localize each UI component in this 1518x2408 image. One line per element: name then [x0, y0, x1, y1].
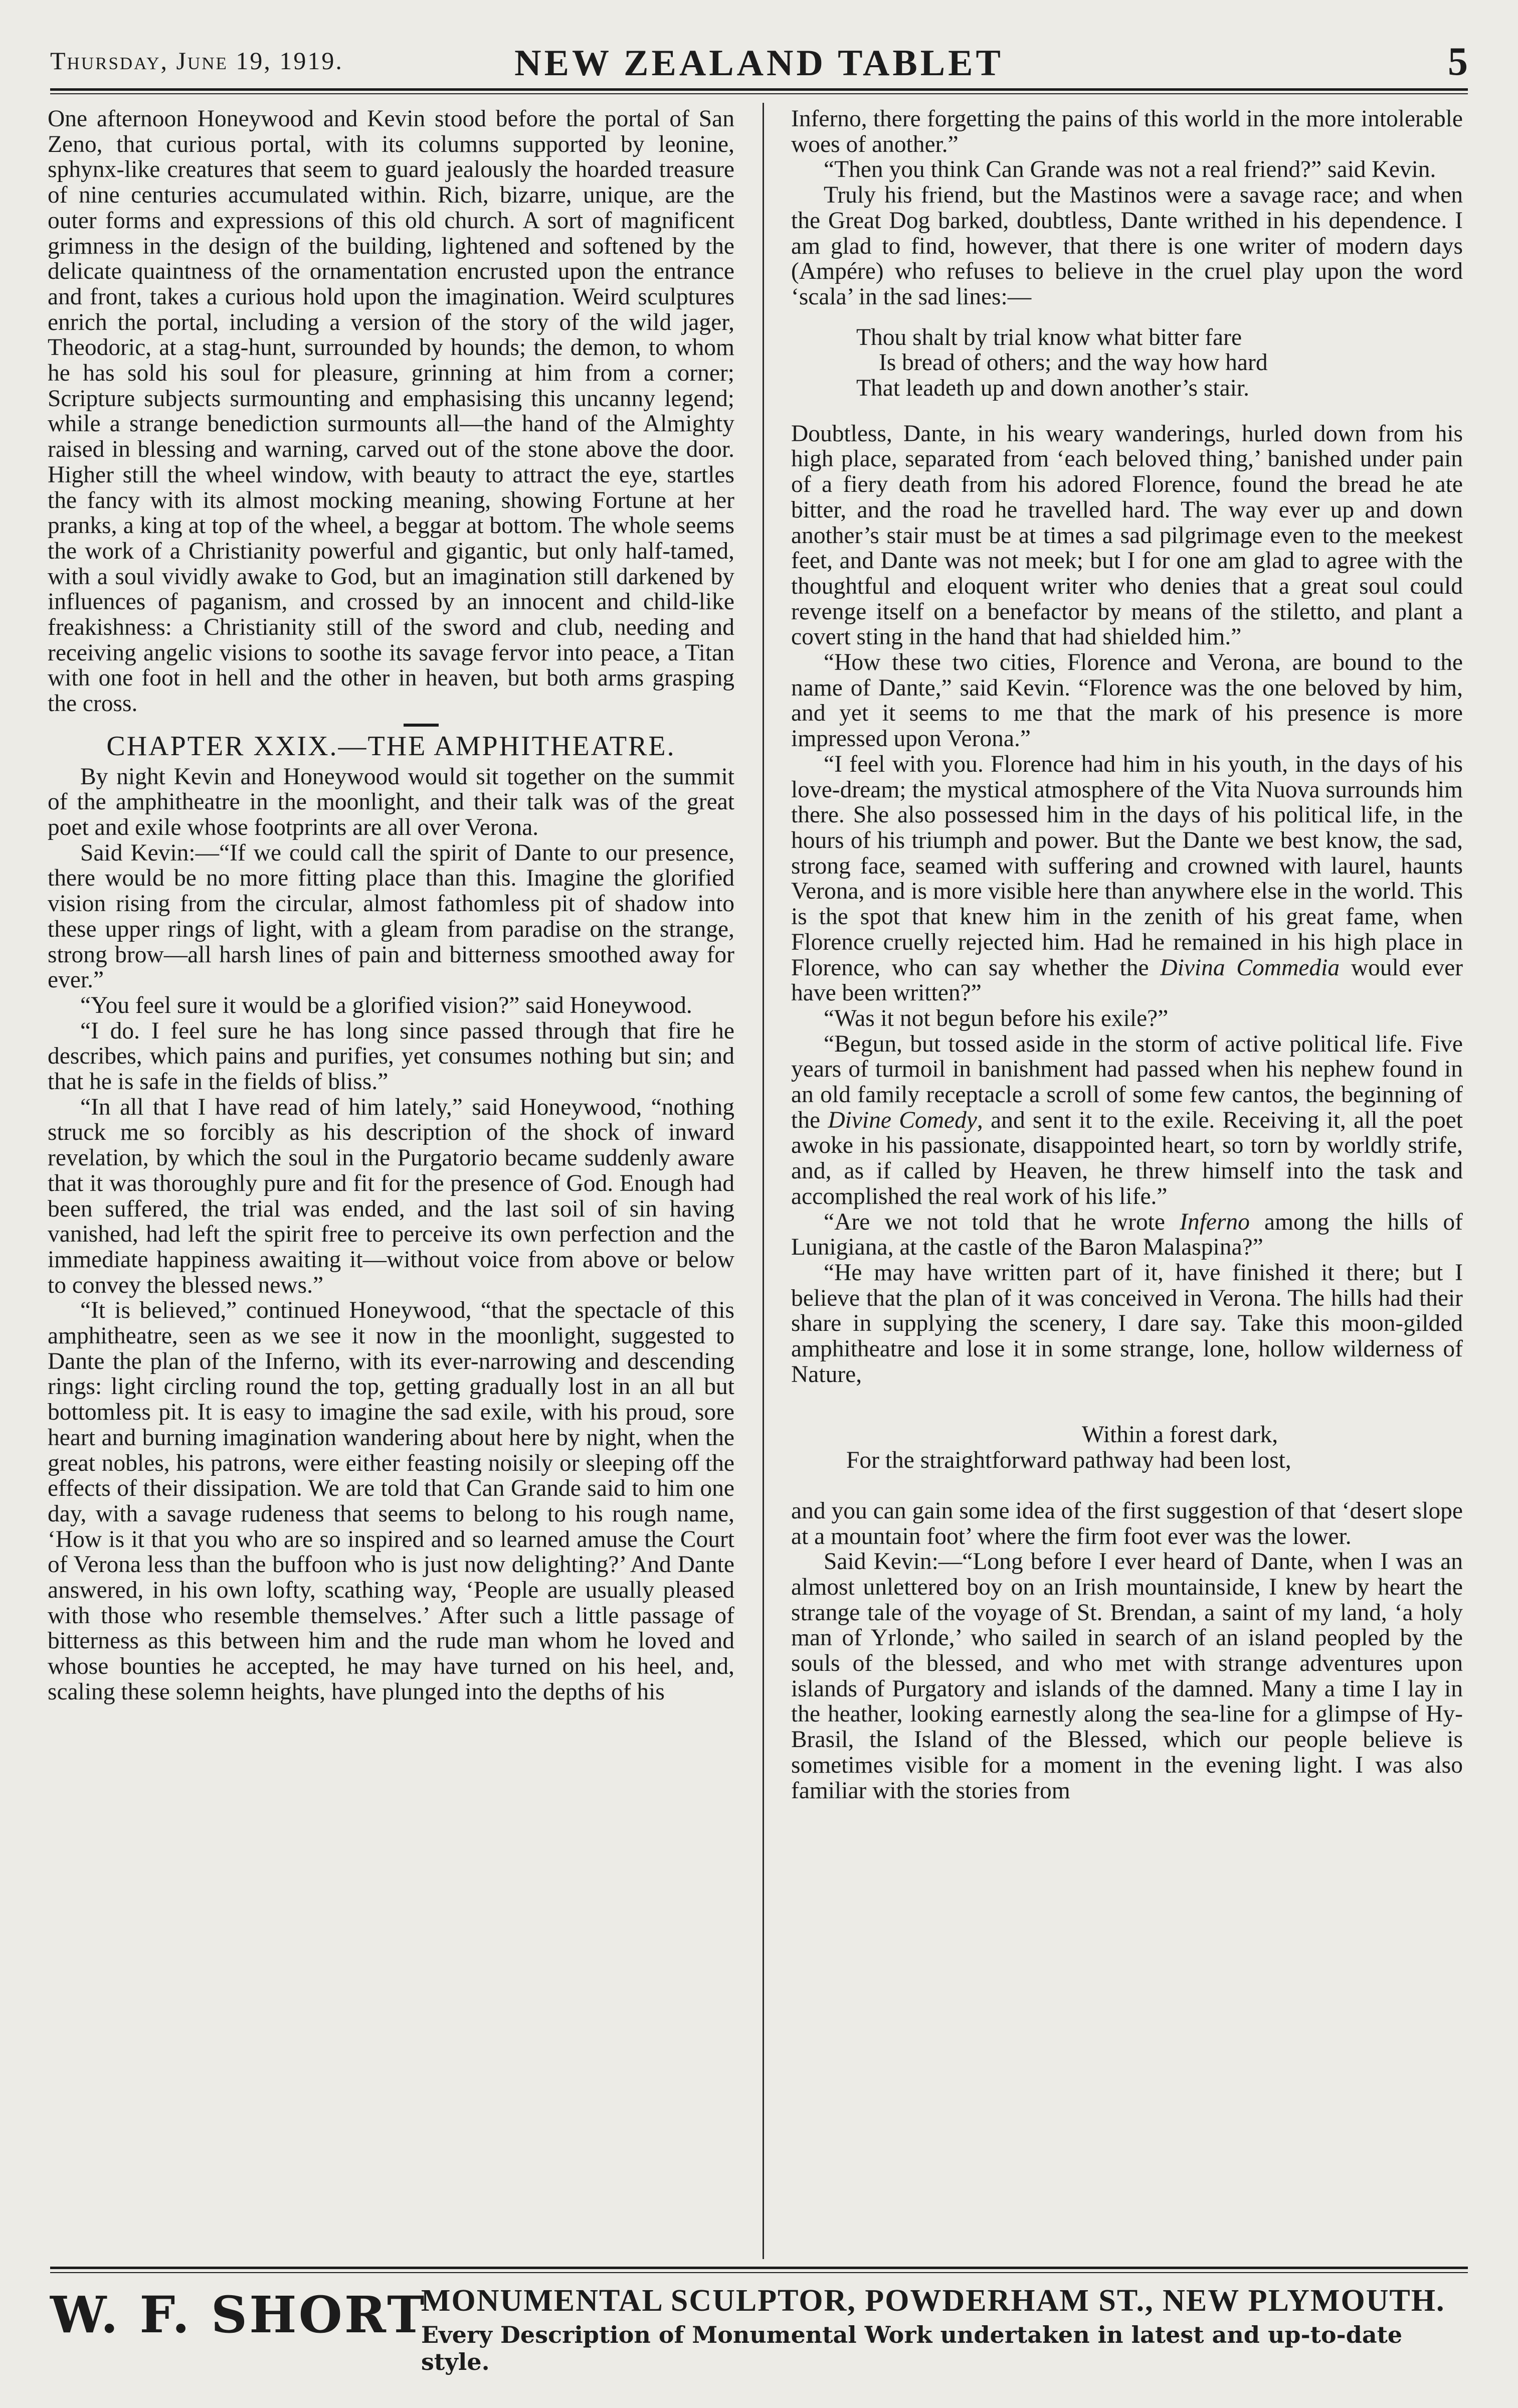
verse-quote — [791, 325, 1463, 401]
article-paragraph: Inferno, there forgetting the pains of this world in the more intolerable woes of another.” — [791, 106, 1463, 157]
article-paragraph: and you can gain some idea of the first suggestion of that ‘desert slope at a mountain foot’ where the firm foot ever was the lower. — [791, 1497, 1463, 1550]
italic-title: Divina Commedia — [1160, 954, 1340, 981]
article-paragraph: Truly his friend, but the Mastinos were a savage race; and when the Great Dog barked, doubtless, Dante writhed in his dependence. I am glad to find, however, that there is one writer of modern days (Ampére) who refuses to believe in the cruel play upon the word ‘scala’ in the sad lines:— — [791, 182, 1463, 310]
article-paragraph: By night Kevin and Honeywood would sit together on the summit of the amphitheatre in the moonlight, and their talk was of the great poet and exile whose footprints are all over Verona. — [48, 763, 734, 840]
italic-title: Inferno — [1180, 1209, 1250, 1235]
page-number: 5 — [1448, 40, 1468, 84]
verse-line: That leadeth up and down another’s stair. — [856, 375, 1249, 402]
article-paragraph: “I do. I feel sure he has long since passed through that fire he describes, which pains and purifies, yet consumes nothing but sin; and that he is safe in the fields of bliss.” — [48, 1017, 734, 1095]
text-run: “Begun, but tossed aside in the storm of active political life. Five years of turmoil in banishment had passed when his nephew found in an old family receptacle a scroll of some few cantos, the beginning of the — [791, 1030, 1463, 1133]
right-column — [791, 106, 1463, 2263]
advertiser-tagline: Every Description of Monumental Work undertaken in latest and up-to-date style. — [421, 2321, 1403, 2375]
advertiser-address: MONUMENTAL SCULPTOR, POWDERHAM ST., NEW PLYMOUTH. — [421, 2284, 1445, 2318]
article-paragraph: Doubtless, Dante, in his weary wanderings, hurled down from his high place, separated from ‘each beloved thing,’ banished under pain of a fiery death from his adored Florence, found the bread he ate bitter, and the road he travelled hard. The way ever up and down another’s stair must be at times a sad pilgrimage even to the meekest feet, and Dante was not meek; but I for one am glad to agree with the thoughtful and eloquent writer who denies that a great soul could revenge itself on a benefactor by means of the stiletto, and plant a covert sting in the hand that had shielded him.” — [791, 420, 1463, 650]
masthead-title: NEW ZEALAND TABLET — [514, 43, 1004, 84]
text-run: “Are we not told that he wrote — [824, 1209, 1180, 1235]
header-rule — [50, 88, 1468, 94]
article-paragraph: “How these two cities, Florence and Verona, are bound to the name of Dante,” said Kevin. “Florence was the one beloved by him, and yet it seems to me that the mark of his presence is more impressed upon Verona.” — [791, 649, 1463, 752]
advertisement — [50, 2279, 1468, 2375]
article-paragraph: Said Kevin:—“If we could call the spirit of Dante to our presence, there would be no more fitting place than this. Imagine the glorified vision rising from the circular, almost fathomless pit of shadow into these upper rings of light, with a gleam from paradise on the strange, strong brow—all harsh lines of pain and bitterness smoothed away for ever.” — [48, 839, 734, 993]
verse-line: Thou shalt by trial know what bitter fare — [856, 324, 1242, 351]
verse-line: For the straightforward pathway had been lost, — [846, 1447, 1291, 1474]
verse-line: Is bread of others; and the way how hard — [879, 350, 1268, 376]
text-run: “I feel with you. Florence had him in his youth, in the days of his love-dream; the mystical atmosphere of the Vita Nuova surrounds him there. She also possessed him in the days of his political life, in the hours of his triumph and power. But the Dante we best know, the sad, strong face, seamed with suffering and crowned with laurel, haunts Verona, and is more visible here than anywhere else in the world. This is the spot that knew him in the zenith of his great fame, when Florence cruelly rejected him. Had he remained in his high place in Florence, who can say whether the — [791, 751, 1463, 981]
page-header — [50, 39, 1468, 87]
chapter-heading: CHAPTER XXIX.—THE AMPHITHEATRE. — [106, 730, 676, 762]
article-paragraph: “You feel sure it would be a glorified vision?” said Honeywood. — [80, 992, 692, 1018]
section-dash — [404, 724, 439, 727]
advertiser-name: W. F. SHORT — [50, 2285, 427, 2344]
article-paragraph: Said Kevin:—“Long before I ever heard of Dante, when I was an almost unlettered boy on an Irish mountainside, I knew by heart the strange tale of the voyage of St. Brendan, a saint of my land, ‘a holy man of Yrlonde,’ who sailed in search of an island peopled by the souls of the blessed, and who met with strange adventures upon islands of Purgatory and islands of the damned. Many a time I lay in the heather, looking earnestly along the sea-line for a glimpse of Hy-Brasil, the Island of the Blessed, which our people believe is sometimes visible for a moment in the evening light. I was also familiar with the stories from — [791, 1549, 1463, 1804]
issue-date: Thursday, June 19, 1919. — [50, 47, 343, 75]
article-paragraph — [791, 1031, 1463, 1210]
column-divider — [763, 103, 764, 2259]
text-run: among the hills of Lunigiana, at the castle of the Baron Malaspina?” — [791, 1209, 1463, 1261]
article-paragraph: “In all that I have read of him lately,” said Honeywood, “nothing struck me so forcibly as his description of the shock of inward revelation, by which the soul in the Purgatorio became suddenly aware that it was thoroughly pure and fit for the presence of God. Enough had been suffered, the trial was ended, and the last soil of sin having vanished, had left the spirit free to perceive its own perfection and the immediate happiness awaiting it—without voice from above or below to convey the blessed news.” — [48, 1094, 734, 1298]
verse-quote — [791, 1422, 1463, 1473]
article-paragraph: “Was it not begun before his exile?” — [824, 1005, 1169, 1031]
article-paragraph: “He may have written part of it, have finished it there; but I believe that the plan of it was conceived in Verona. The hills had their share in supplying the scenery, I dare say. Take this moon-gilded amphitheatre and lose it in some strange, lone, hollow wilderness of Nature, — [791, 1259, 1463, 1388]
left-column — [48, 106, 734, 2263]
article-paragraph — [791, 1210, 1463, 1260]
verse-line: Within a forest dark, — [1082, 1422, 1278, 1448]
article-paragraph: One afternoon Honeywood and Kevin stood before the portal of San Zeno, that curious portal, with its columns supported by leonine, sphynx-like creatures that seem to guard jealously the hoarded treasure of nine centuries accumulated within. Rich, bizarre, unique, are the outer forms and expressions of this old church. A sort of magnificent grimness in the design of the building, lightened and softened by the delicate quaintness of the ornamentation encrusted upon the entrance and front, takes a curious hold upon the imagination. Weird sculptures enrich the portal, including a version of the story of the wild jager, Theodoric, at a stag-hunt, surrounded by hounds; the demon, to whom he has sold his soul for pleasure, grinning at him from a corner; Scripture subjects surmounting and emphasising this uncanny legend; while a strange benediction surmounts all—the hand of the Almighty raised in blessing and warning, carved out of the stone above the door. Higher still the wheel window, with beauty to attract the eye, startles the fancy with its almost mocking meaning, showing Fortune at her pranks, a king at top of the wheel, a beggar at bottom. The whole seems the work of a Christianity powerful and gigantic, but only half-tamed, with a soul vividly awake to God, but an imagination still darkened by influences of paganism, and crossed by an innocent and child-like freakishness: a Christianity still of the sword and club, needing and receiving angelic visions to soothe its savage fervor into peace, a Titan with one foot in hell and the other in heaven, but both arms grasping the cross. — [48, 106, 734, 717]
article-paragraph — [791, 752, 1463, 1006]
text-run: would ever have been written?” — [791, 954, 1463, 1006]
article-paragraph: “Then you think Can Grande was not a real friend?” said Kevin. — [824, 156, 1436, 183]
article-paragraph: “It is believed,” continued Honeywood, “that the spectacle of this amphitheatre, seen as we see it now in the moonlight, suggested to Dante the plan of the Inferno, with its ever-narrowing and descending rings: light circling round the top, getting gradually lost in an all but bottomless pit. It is easy to imagine the sad exile, with his proud, sore heart and burning imagination wandering about here by night, when the great nobles, his patrons, were either feasting noisily or sleeping off the effects of their dissipation. We are told that Can Grande said to him one day, with a savage rudeness that seems to belong to his rough name, ‘How is it that you who are so inspired and so learned amuse the Court of Verona less than the buffoon who is just now delighting?’ And Dante answered, in his own lofty, scathing way, ‘People are usually pleased with those who resemble themselves.’ After such a little passage of bitterness as this between him and the rude man whom he loved and whose bounties he accepted, he may have turned on his heel, and, scaling these solemn heights, have plunged into the depths of his — [48, 1297, 734, 1705]
text-run: , and sent it to the exile. Receiving it, all the poet awoke in his passionate, disappointed heart, so torn by worldly strife, and, as if called by Heaven, he threw himself into the task and accomplished the real work of his life.” — [791, 1107, 1463, 1210]
footer-rule — [50, 2267, 1468, 2273]
italic-title: Divine Comedy — [828, 1107, 977, 1133]
